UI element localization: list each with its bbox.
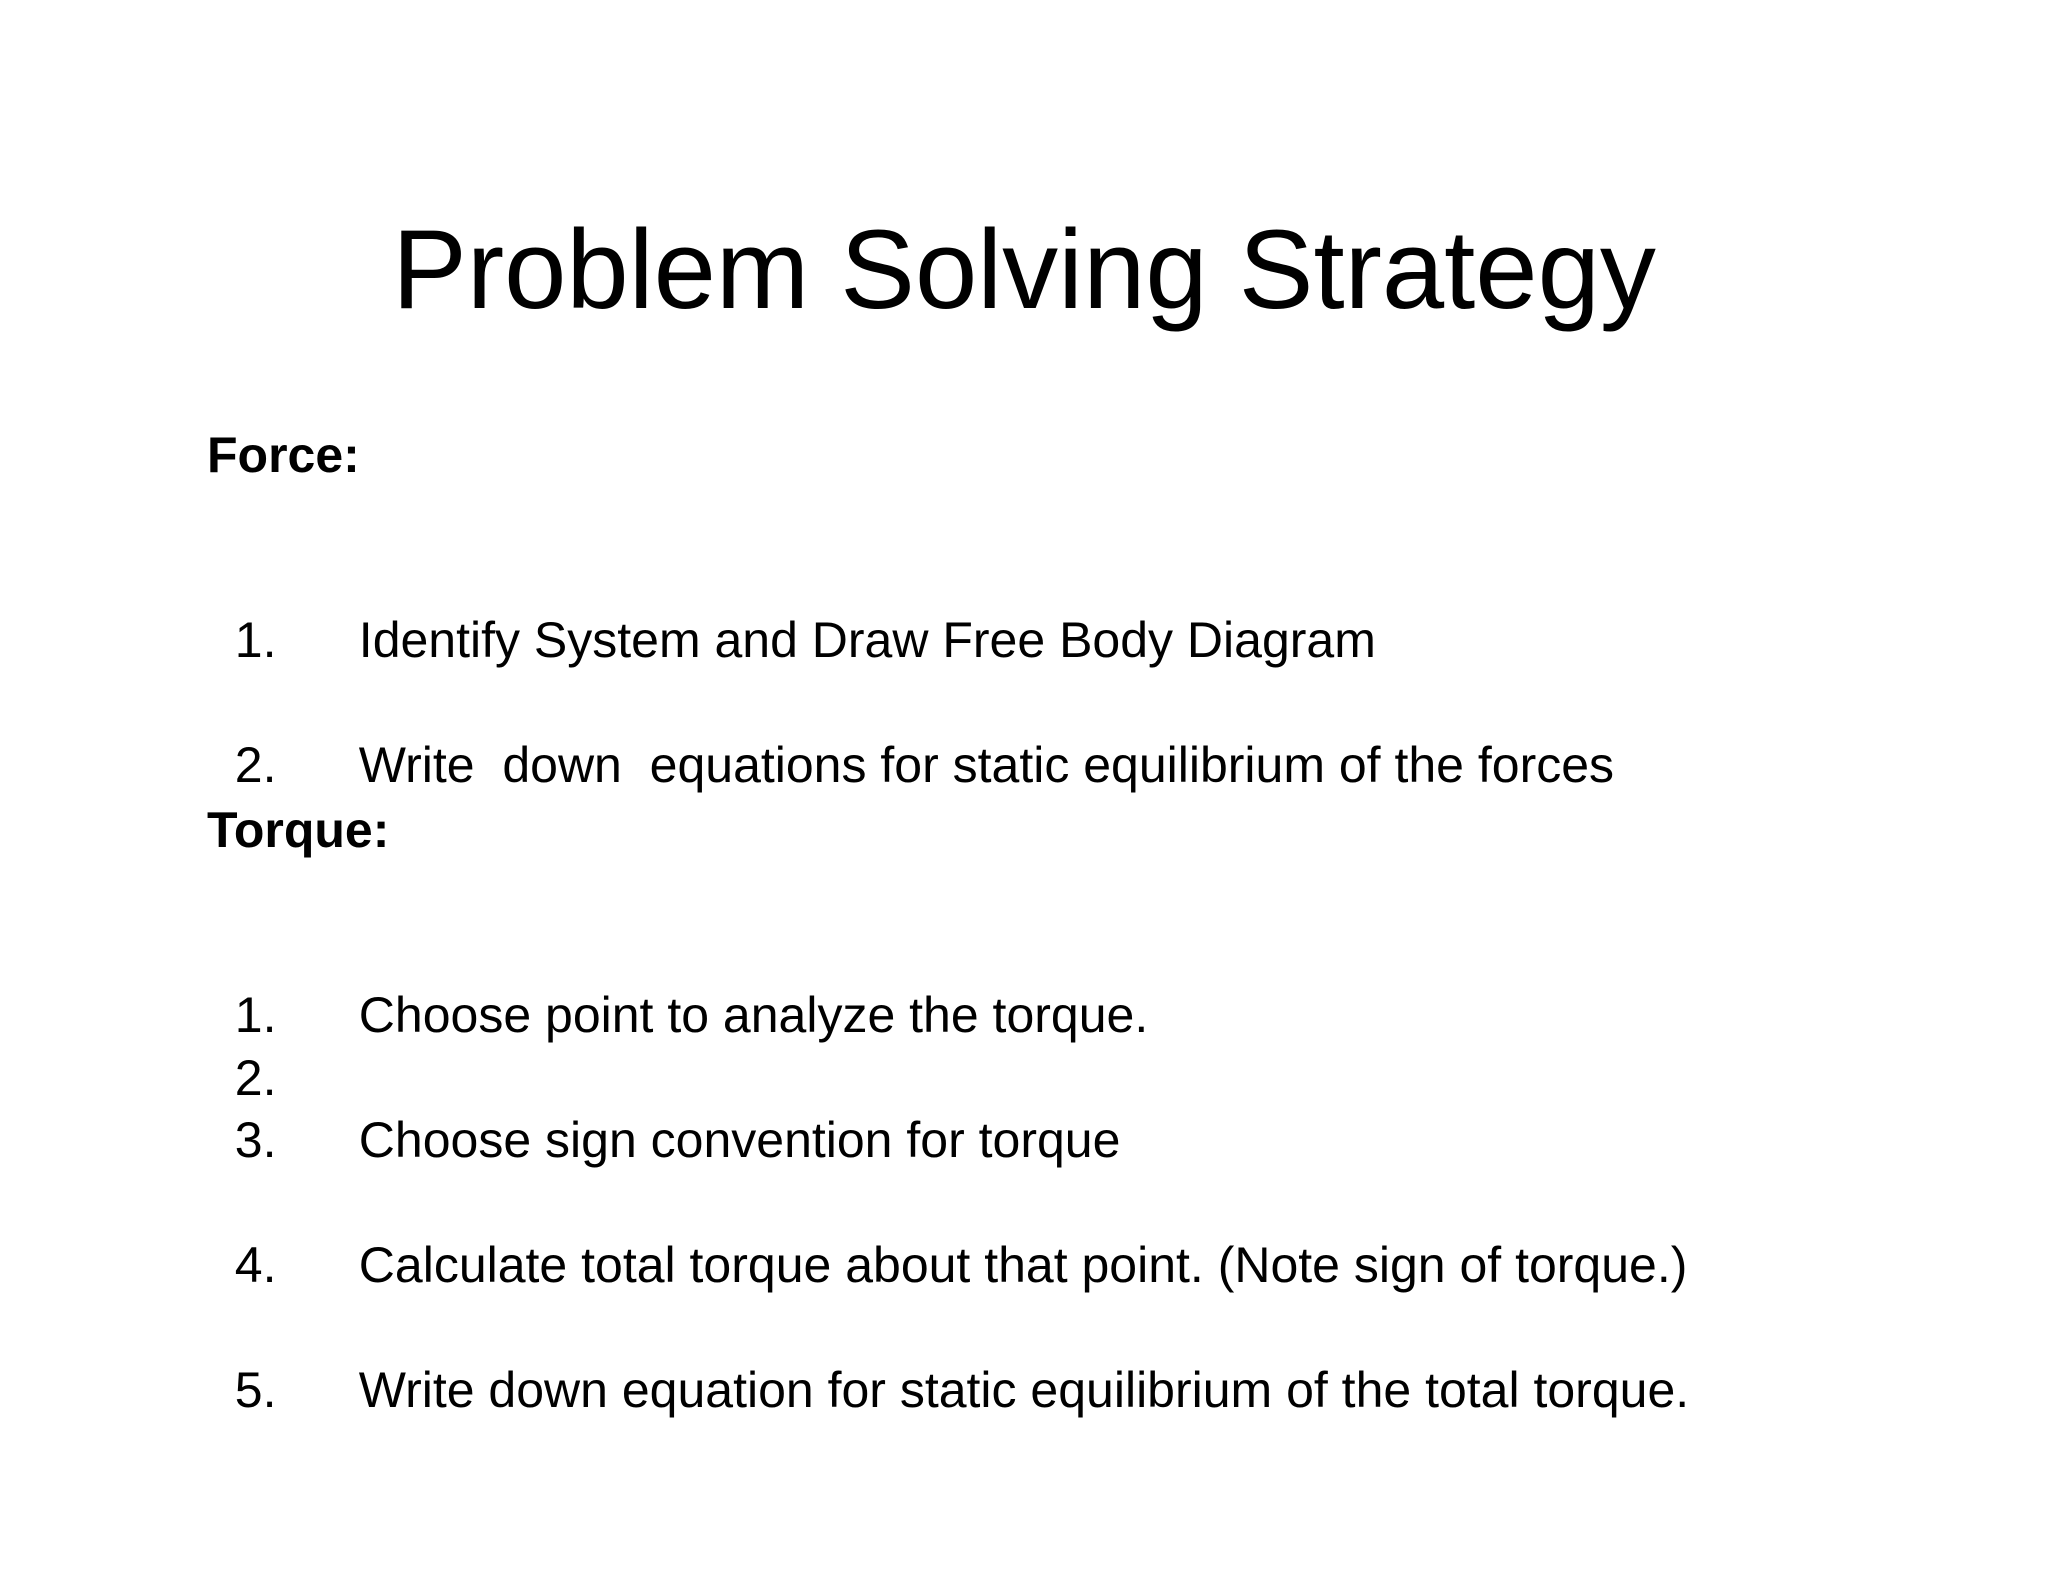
list-text: Identify System and Draw Free Body Diagram xyxy=(358,612,1376,668)
list-number: 5. xyxy=(234,1362,277,1418)
torque-step-4 xyxy=(207,1175,1687,1295)
torque-step-3 xyxy=(207,1050,1120,1170)
torque-step-5 xyxy=(207,1300,1689,1420)
list-number: 1. xyxy=(234,612,277,668)
force-step-1 xyxy=(207,550,1376,670)
list-number: 4. xyxy=(234,1237,277,1293)
list-text: Write down equations for static equilibrium of the forces xyxy=(358,737,1615,793)
list-number: 3. xyxy=(234,1112,277,1168)
force-heading: Force: xyxy=(207,427,360,483)
list-text: Choose sign convention for torque xyxy=(358,1112,1121,1168)
list-text: Calculate total torque about that point. (Note sign of torque.) xyxy=(358,1237,1688,1293)
torque-heading: Torque: xyxy=(207,802,390,858)
list-text: Write down equation for static equilibrium of the total torque. xyxy=(358,1362,1690,1418)
slide-title: Problem Solving Strategy xyxy=(392,207,1656,332)
list-number: 1. xyxy=(234,987,277,1043)
list-text: Choose point to analyze the torque. xyxy=(358,987,1149,1043)
list-number: 2. xyxy=(234,737,277,793)
force-step-2 xyxy=(207,675,1614,795)
list-number: 2. xyxy=(234,1050,277,1106)
